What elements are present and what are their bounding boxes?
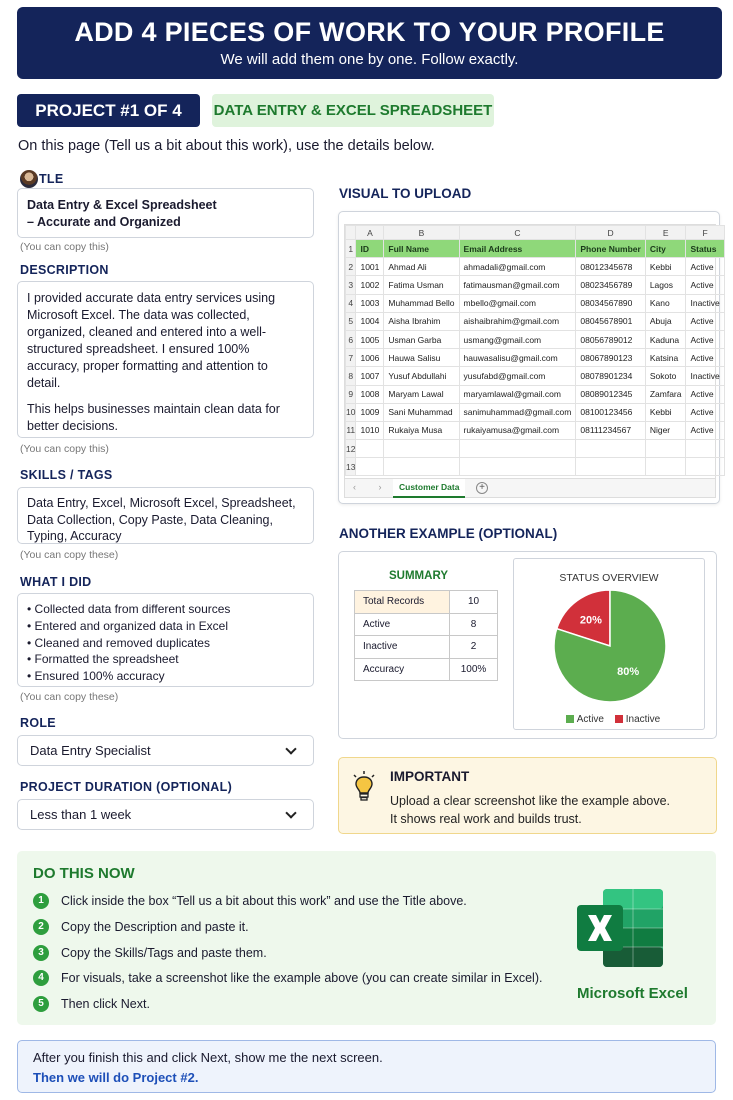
- table-cell[interactable]: 08056789012: [576, 330, 645, 348]
- row-number[interactable]: 2: [346, 258, 356, 276]
- table-cell[interactable]: 08078901234: [576, 367, 645, 385]
- table-cell[interactable]: aishaibrahim@gmail.com: [459, 312, 576, 330]
- table-cell[interactable]: Muhammad Bello: [384, 294, 459, 312]
- table-cell[interactable]: 1009: [356, 403, 384, 421]
- do-this-now-title: DO THIS NOW: [33, 865, 135, 882]
- step-text: Copy the Skills/Tags and paste them.: [61, 946, 267, 960]
- excel-logo-label: Microsoft Excel: [577, 985, 688, 1002]
- table-cell[interactable]: usmang@gmail.com: [459, 330, 576, 348]
- table-cell[interactable]: Active: [686, 312, 724, 330]
- role-label: ROLE: [20, 716, 56, 730]
- table-cell[interactable]: Active: [686, 330, 724, 348]
- table-cell[interactable]: [356, 458, 384, 476]
- row-number[interactable]: 3: [346, 276, 356, 294]
- footer-note: [17, 1040, 716, 1093]
- table-cell[interactable]: 1007: [356, 367, 384, 385]
- title-section-label: [20, 170, 64, 188]
- spreadsheet-table: [345, 225, 725, 476]
- what-i-did-label: WHAT I DID: [20, 575, 92, 589]
- table-cell[interactable]: [384, 440, 459, 458]
- table-cell[interactable]: rukaiyamusa@gmail.com: [459, 421, 576, 439]
- step-text: Then click Next.: [61, 997, 150, 1011]
- sheet-tab[interactable]: Customer Data: [393, 479, 465, 498]
- table-cell[interactable]: [576, 440, 645, 458]
- list-item: • Entered and organized data in Excel: [27, 618, 228, 633]
- step-item: [33, 893, 467, 909]
- row-number[interactable]: 11: [346, 421, 356, 439]
- table-row: [355, 591, 498, 614]
- summary-value: 100%: [450, 658, 498, 681]
- table-cell[interactable]: Active: [686, 403, 724, 421]
- example-title: ANOTHER EXAMPLE (OPTIONAL): [339, 526, 558, 541]
- table-cell[interactable]: 1003: [356, 294, 384, 312]
- table-cell[interactable]: [459, 440, 576, 458]
- excel-logo-icon: [575, 885, 667, 971]
- what-i-did-box[interactable]: [17, 593, 314, 687]
- table-cell[interactable]: fatimausman@gmail.com: [459, 276, 576, 294]
- important-callout: [338, 757, 717, 834]
- list-item: • Cleaned and removed duplicates: [27, 635, 210, 650]
- page-title: ADD 4 PIECES OF WORK TO YOUR PROFILE: [74, 17, 665, 47]
- column-letter[interactable]: A: [356, 226, 384, 240]
- table-row: [346, 330, 725, 348]
- table-cell[interactable]: Active: [686, 258, 724, 276]
- row-number[interactable]: 6: [346, 330, 356, 348]
- table-cell[interactable]: [384, 458, 459, 476]
- title-line-1: Data Entry & Excel Spreadsheet: [27, 198, 217, 212]
- table-row: [355, 613, 498, 636]
- pie-chart-card: [513, 558, 705, 730]
- table-cell[interactable]: 08089012345: [576, 385, 645, 403]
- do-this-now-panel: [17, 851, 716, 1025]
- intro-text: On this page (Tell us a bit about this work), use the details below.: [18, 138, 435, 154]
- table-cell[interactable]: mbello@gmail.com: [459, 294, 576, 312]
- table-row: [346, 312, 725, 330]
- row-number[interactable]: 13: [346, 458, 356, 476]
- pie-legend: [514, 714, 704, 725]
- table-cell[interactable]: Zamfara: [645, 385, 686, 403]
- copy-hint: (You can copy these): [20, 691, 119, 703]
- table-cell[interactable]: Hauwa Salisu: [384, 349, 459, 367]
- table-cell[interactable]: Active: [686, 276, 724, 294]
- column-letter[interactable]: C: [459, 226, 576, 240]
- table-cell[interactable]: Maryam Lawal: [384, 385, 459, 403]
- table-cell[interactable]: hauwasalisu@gmail.com: [459, 349, 576, 367]
- column-letter[interactable]: B: [384, 226, 459, 240]
- table-cell[interactable]: Kaduna: [645, 330, 686, 348]
- table-row: [346, 421, 725, 439]
- table-cell[interactable]: Kebbi: [645, 258, 686, 276]
- column-letter[interactable]: F: [686, 226, 724, 240]
- table-cell[interactable]: [645, 440, 686, 458]
- legend-swatch-active: [566, 715, 574, 723]
- step-item: [33, 996, 150, 1012]
- duration-select[interactable]: [17, 799, 314, 830]
- table-cell[interactable]: [356, 440, 384, 458]
- table-cell[interactable]: 08111234567: [576, 421, 645, 439]
- step-number: 5: [33, 996, 49, 1012]
- important-title: IMPORTANT: [390, 769, 470, 784]
- summary-key: Total Records: [355, 591, 450, 614]
- important-line-2: It shows real work and builds trust.: [390, 812, 582, 826]
- table-cell[interactable]: [686, 440, 724, 458]
- table-cell[interactable]: 1002: [356, 276, 384, 294]
- row-number[interactable]: 12: [346, 440, 356, 458]
- page-subtitle: We will add them one by one. Follow exactly.: [220, 51, 519, 68]
- table-cell[interactable]: 1008: [356, 385, 384, 403]
- table-cell[interactable]: Active: [686, 421, 724, 439]
- table-cell[interactable]: maryamlawal@gmail.com: [459, 385, 576, 403]
- table-cell[interactable]: 1010: [356, 421, 384, 439]
- table-cell[interactable]: [686, 458, 724, 476]
- table-cell[interactable]: sanimuhammad@gmail.com: [459, 403, 576, 421]
- table-cell[interactable]: 1004: [356, 312, 384, 330]
- table-row: [346, 258, 725, 276]
- table-row: [346, 403, 725, 421]
- row-number[interactable]: 9: [346, 385, 356, 403]
- column-letter[interactable]: D: [576, 226, 645, 240]
- table-cell[interactable]: 08023456789: [576, 276, 645, 294]
- table-row: [346, 240, 725, 258]
- duration-label: PROJECT DURATION (OPTIONAL): [20, 780, 233, 794]
- table-row: [346, 385, 725, 403]
- header-cell[interactable]: Email Address: [459, 240, 576, 258]
- footer-line-1: After you finish this and click Next, show me the next screen.: [33, 1050, 383, 1065]
- important-text: [390, 792, 670, 828]
- row-number[interactable]: 5: [346, 312, 356, 330]
- lightbulb-icon: [351, 770, 377, 802]
- table-cell[interactable]: Fatima Usman: [384, 276, 459, 294]
- step-item: [33, 919, 249, 935]
- column-header-row: [346, 226, 725, 240]
- summary-title: SUMMARY: [389, 570, 448, 582]
- step-item: [33, 945, 267, 961]
- table-cell[interactable]: 08100123456: [576, 403, 645, 421]
- visual-title: VISUAL TO UPLOAD: [339, 186, 472, 201]
- row-number[interactable]: 1: [346, 240, 356, 258]
- list-item: • Ensured 100% accuracy: [27, 669, 165, 684]
- table-cell[interactable]: 08012345678: [576, 258, 645, 276]
- table-row: [346, 294, 725, 312]
- header-cell[interactable]: Status: [686, 240, 724, 258]
- header-cell[interactable]: ID: [356, 240, 384, 258]
- description-label: DESCRIPTION: [20, 263, 109, 277]
- list-item: • Formatted the spreadsheet: [27, 652, 179, 667]
- chevron-down-icon: [285, 807, 296, 818]
- sheet-nav-arrows-icon[interactable]: ‹ ›: [353, 482, 392, 492]
- example-card: [338, 551, 717, 739]
- table-cell[interactable]: Lagos: [645, 276, 686, 294]
- table-cell[interactable]: Katsina: [645, 349, 686, 367]
- row-number[interactable]: 4: [346, 294, 356, 312]
- pie-chart: [514, 559, 706, 731]
- project-tag: DATA ENTRY & EXCEL SPREADSHEET: [212, 94, 494, 127]
- avatar: [20, 170, 38, 188]
- pie-title: STATUS OVERVIEW: [559, 572, 659, 584]
- table-row: [355, 636, 498, 659]
- title-box[interactable]: [17, 188, 314, 238]
- description-paragraph-1: I provided accurate data entry services using Microsoft Excel. The data was collected, organized, cleaned and entered into a well-structured spreadsheet. I ensured 100% accuracy, proper formatting and attention to detail.: [27, 291, 276, 390]
- table-cell[interactable]: Active: [686, 385, 724, 403]
- table-cell[interactable]: Kebbi: [645, 403, 686, 421]
- table-cell[interactable]: Inactive: [686, 294, 724, 312]
- row-number[interactable]: 8: [346, 367, 356, 385]
- column-letter[interactable]: E: [645, 226, 686, 240]
- skills-label: SKILLS / TAGS: [20, 468, 113, 482]
- title-label: TLE: [39, 172, 64, 186]
- duration-value: Less than 1 week: [30, 807, 132, 822]
- spreadsheet-card: [338, 211, 720, 504]
- table-cell[interactable]: Sani Muhammad: [384, 403, 459, 421]
- sheet-tab-bar: [345, 478, 715, 497]
- summary-table: [354, 590, 498, 681]
- table-cell[interactable]: 08067890123: [576, 349, 645, 367]
- copy-hint: (You can copy these): [20, 549, 119, 561]
- step-item: [33, 970, 542, 986]
- table-cell[interactable]: 1005: [356, 330, 384, 348]
- table-cell[interactable]: 08045678901: [576, 312, 645, 330]
- table-cell[interactable]: Usman Garba: [384, 330, 459, 348]
- table-row: [346, 458, 725, 476]
- row-number[interactable]: 10: [346, 403, 356, 421]
- table-cell[interactable]: 08034567890: [576, 294, 645, 312]
- summary-key: Active: [355, 613, 450, 636]
- table-row: [346, 349, 725, 367]
- important-line-1: Upload a clear screenshot like the example above.: [390, 794, 671, 808]
- header-cell[interactable]: City: [645, 240, 686, 258]
- spreadsheet: [344, 224, 720, 498]
- header-cell[interactable]: Full Name: [384, 240, 459, 258]
- table-cell[interactable]: [645, 458, 686, 476]
- description-paragraph-2: This helps businesses maintain clean data for better decisions.: [27, 402, 280, 433]
- copy-hint: (You can copy this): [20, 443, 109, 455]
- corner-cell[interactable]: [346, 226, 356, 240]
- table-cell[interactable]: Aisha Ibrahim: [384, 312, 459, 330]
- table-cell[interactable]: Sokoto: [645, 367, 686, 385]
- table-row: [346, 440, 725, 458]
- step-text: Copy the Description and paste it.: [61, 920, 249, 934]
- table-cell[interactable]: yusufabd@gmail.com: [459, 367, 576, 385]
- legend-label-inactive: Inactive: [625, 714, 661, 725]
- table-cell[interactable]: Abuja: [645, 312, 686, 330]
- chevron-down-icon: [285, 743, 296, 754]
- summary-key: Inactive: [355, 636, 450, 659]
- table-row: [346, 276, 725, 294]
- step-number: 2: [33, 919, 49, 935]
- role-value: Data Entry Specialist: [30, 743, 151, 758]
- table-cell[interactable]: Niger: [645, 421, 686, 439]
- footer-line-2: Then we will do Project #2.: [33, 1070, 199, 1085]
- description-box[interactable]: [17, 281, 314, 438]
- table-cell[interactable]: 1006: [356, 349, 384, 367]
- summary-value: 10: [450, 591, 498, 614]
- summary-key: Accuracy: [355, 658, 450, 681]
- table-cell[interactable]: [459, 458, 576, 476]
- step-text: For visuals, take a screenshot like the example above (you can create similar in Excel).: [61, 971, 543, 985]
- table-cell[interactable]: Active: [686, 349, 724, 367]
- project-badge: PROJECT #1 OF 4: [17, 94, 200, 127]
- step-number: 4: [33, 970, 49, 986]
- header-cell[interactable]: Phone Number: [576, 240, 645, 258]
- skills-text: Data Entry, Excel, Microsoft Excel, Spreadsheet, Data Collection, Copy Paste, Data Cleaning, Typing, Accuracy: [27, 496, 296, 543]
- table-cell[interactable]: Inactive: [686, 367, 724, 385]
- list-item: • Collected data from different sources: [27, 602, 231, 616]
- legend-swatch-inactive: [615, 715, 623, 723]
- pie-label-active: 80%: [617, 665, 640, 678]
- summary-value: 8: [450, 613, 498, 636]
- legend-label-active: Active: [576, 714, 604, 725]
- header-banner: [17, 7, 722, 79]
- pie-label-inactive: 20%: [579, 614, 602, 627]
- add-sheet-icon[interactable]: +: [476, 482, 488, 494]
- skills-box[interactable]: [17, 487, 314, 544]
- table-row: [355, 658, 498, 681]
- table-row: [346, 367, 725, 385]
- step-text: Click inside the box “Tell us a bit about this work” and use the Title above.: [61, 894, 467, 908]
- table-cell[interactable]: ahmadali@gmail.com: [459, 258, 576, 276]
- title-line-2: – Accurate and Organized: [27, 215, 181, 229]
- table-cell[interactable]: Rukaiya Musa: [384, 421, 459, 439]
- step-number: 1: [33, 893, 49, 909]
- summary-value: 2: [450, 636, 498, 659]
- step-number: 3: [33, 945, 49, 961]
- row-number[interactable]: 7: [346, 349, 356, 367]
- role-select[interactable]: [17, 735, 314, 766]
- copy-hint: (You can copy this): [20, 241, 109, 253]
- table-cell[interactable]: Ahmad Ali: [384, 258, 459, 276]
- table-cell[interactable]: [576, 458, 645, 476]
- table-cell[interactable]: Kano: [645, 294, 686, 312]
- table-cell[interactable]: 1001: [356, 258, 384, 276]
- table-cell[interactable]: Yusuf Abdullahi: [384, 367, 459, 385]
